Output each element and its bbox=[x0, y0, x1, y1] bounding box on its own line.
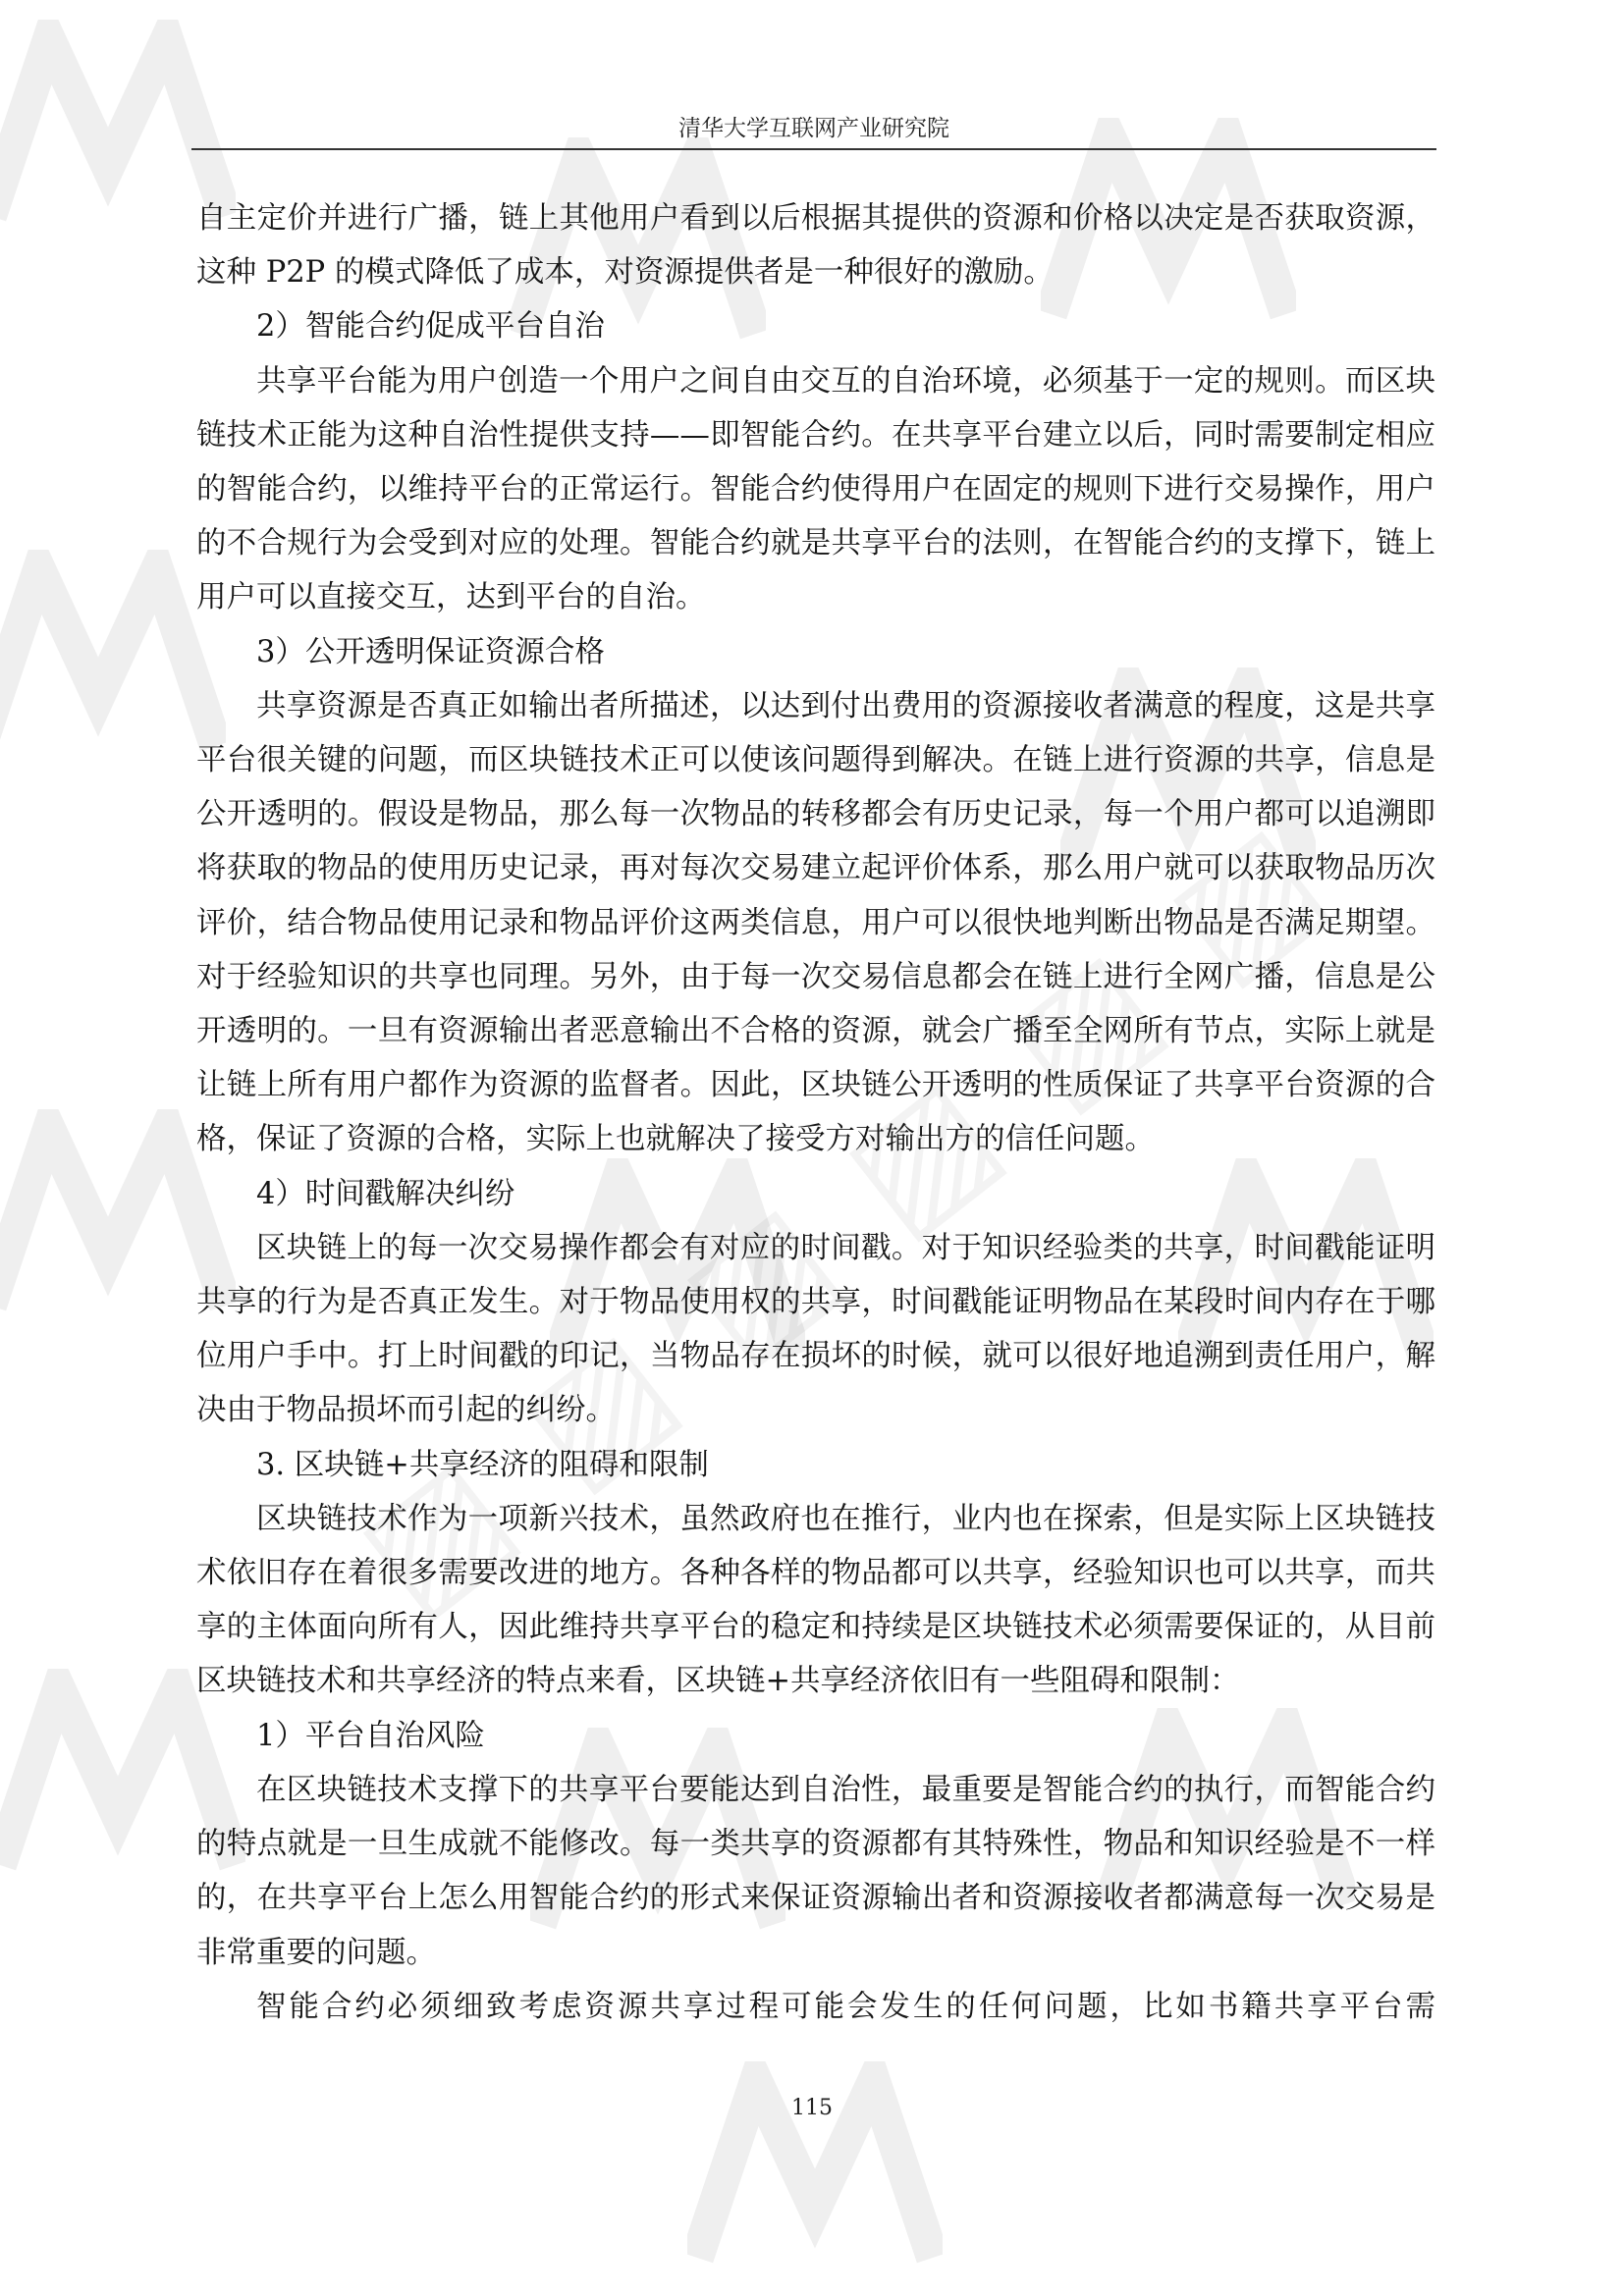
paragraph: 在区块链技术支撑下的共享平台要能达到自治性，最重要是智能合约的执行，而智能合约的特点就是一旦生成就不能修改。每一类共享的资源都有其特殊性，物品和知识经验是不一样的，在共享平台上怎么用智能合约的形式来保证资源输出者和资源接收者都满意每一次交易是非常重要的问题。 bbox=[196, 1772, 1435, 1970]
body-text bbox=[196, 191, 1435, 2034]
section-heading: 2）智能合约促成平台自治 bbox=[256, 309, 605, 345]
running-header: 清华大学互联网产业研究院 bbox=[678, 116, 949, 141]
section-heading: 1）平台自治风险 bbox=[256, 1718, 485, 1753]
paragraph: 区块链上的每一次交易操作都会有对应的时间戳。对于知识经验类的共享，时间戳能证明共享的行为是否真正发生。对于物品使用权的共享，时间戳能证明物品在某段时间内存在于哪位用户手中。打上时间戳的印记，当物品存在损坏的时候，就可以很好地追溯到责任用户，解决由于物品损坏而引起的纠纷。 bbox=[196, 1230, 1435, 1428]
watermark-logo-icon bbox=[0, 550, 226, 766]
section-heading: 4）时间戳解决纠纷 bbox=[256, 1176, 515, 1211]
section-heading: 3）公开透明保证资源合格 bbox=[256, 634, 605, 669]
paragraph: 区块链技术作为一项新兴技术，虽然政府也在推行，业内也在探索，但是实际上区块链技术依旧存在着很多需要改进的地方。各种各样的物品都可以共享，经验知识也可以共享，而共享的主体面向所有人，因此维持共享平台的稳定和持续是区块链技术必须需要保证的，从目前区块链技术和共享经济的特点来看，区块链+共享经济依旧有一些阻碍和限制： bbox=[196, 1501, 1435, 1699]
paragraph: 自主定价并进行广播，链上其他用户看到以后根据其提供的资源和价格以决定是否获取资源，这种 P2P 的模式降低了成本，对资源提供者是一种很好的激励。 bbox=[196, 201, 1435, 291]
paragraph: 智能合约必须细致考虑资源共享过程可能会发生的任何问题，比如书籍共享平台需 bbox=[256, 1989, 1435, 2024]
header-rule bbox=[191, 148, 1436, 150]
section-heading: 3. 区块链+共享经济的阻碍和限制 bbox=[256, 1447, 709, 1482]
paragraph: 共享平台能为用户创造一个用户之间自由交互的自治环境，必须基于一定的规则。而区块链技术正能为这种自治性提供支持——即智能合约。在共享平台建立以后，同时需要制定相应的智能合约，以维持平台的正常运行。智能合约使得用户在固定的规则下进行交易操作，用户的不合规行为会受到对应的处理。智能合约就是共享平台的法则，在智能合约的支撑下，链上用户可以直接交互，达到平台的自治。 bbox=[196, 363, 1435, 615]
page-number: 115 bbox=[791, 2096, 833, 2120]
watermark-logo-icon bbox=[687, 2061, 943, 2277]
paragraph: 共享资源是否真正如输出者所描述，以达到付出费用的资源接收者满意的程度，这是共享平台很关键的问题，而区块链技术正可以使该问题得到解决。在链上进行资源的共享，信息是公开透明的。假设是物品，那么每一次物品的转移都会有历史记录，每一个用户都可以追溯即将获取的物品的使用历史记录，再对每次交易建立起评价体系，那么用户就可以获取物品历次评价，结合物品使用记录和物品评价这两类信息，用户可以很快地判断出物品是否满足期望。对于经验知识的共享也同理。另外，由于每一次交易信息都会在链上进行全网广播，信息是公开透明的。一旦有资源输出者恶意输出不合格的资源，就会广播至全网所有节点，实际上就是让链上所有用户都作为资源的监督者。因此，区块链公开透明的性质保证了共享平台资源的合格，保证了资源的合格，实际上也就解决了接受方对输出方的信任问题。 bbox=[196, 688, 1435, 1157]
